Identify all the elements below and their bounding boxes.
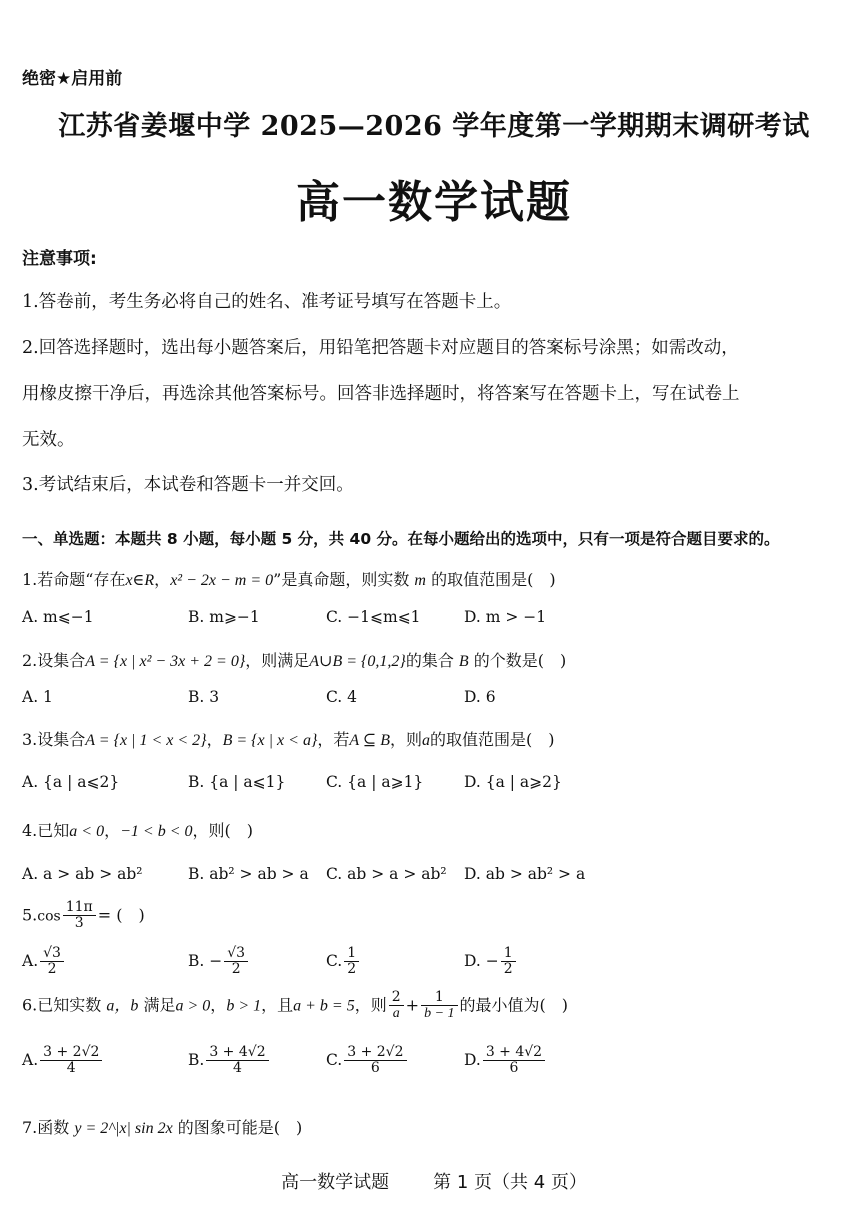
q6-option-c: C. $\frac{3 + 2√2}{6}$: [326, 1045, 409, 1077]
q5-option-d: D. − $\frac{1}{2}$: [464, 946, 518, 978]
q1-option-d: D. m > −1: [464, 608, 547, 626]
q4-option-d: D. ab > ab² > a: [464, 865, 586, 883]
q5-option-c: C. $\frac{1}{2}$: [326, 946, 361, 978]
q6-option-d: D. $\frac{3 + 4√2}{6}$: [464, 1045, 547, 1077]
q2-option-c: C. 4: [326, 688, 358, 706]
q2-option-d: D. 6: [464, 688, 496, 706]
q3-option-c: C. {a | a⩾1}: [326, 773, 424, 791]
exam-title: 江苏省姜堰中学 2025—2026 学年度第一学期期末调研考试: [58, 111, 810, 142]
q3-option-b: B. {a | a⩽1}: [188, 773, 286, 791]
note-2-line-1: 2.回答选择题时，选出每小题答案后，用铅笔把答题卡对应题目的答案标号涂黑；如需改动，: [22, 338, 739, 358]
confidential-label: 绝密★启用前: [22, 69, 123, 89]
q2-option-a: A. 1: [22, 688, 53, 706]
q2-option-b: B. 3: [188, 688, 220, 706]
q4-option-c: C. ab > a > ab²: [326, 865, 447, 883]
exam-subtitle: 高一数学试题: [296, 177, 572, 228]
note-2-line-2: 用橡皮擦干净后，再选涂其他答案标号。回答非选择题时，将答案写在答题卡上，写在试卷上: [22, 384, 740, 404]
question-6: 6.已知实数 a，b 满足a > 0，b > 1，且a + b = 5，则 $\frac{2}{a}$ + $\frac{1}{b - 1}$ 的最小值为( ): [22, 989, 569, 1022]
page-footer: [0, 1168, 868, 1194]
q3-option-a: A. {a | a⩽2}: [22, 773, 120, 791]
q5-option-b: B. − $\frac{√3}{2}$: [188, 946, 250, 978]
question-1: 1.若命题“存在x∈R，x² − 2x − m = 0”是真命题，则实数 m 的取值范围是( ): [22, 570, 556, 589]
q1-option-c: C. −1⩽m⩽1: [326, 608, 421, 626]
q4-option-a: A. a > ab > ab²: [22, 865, 143, 883]
footer-page-number: 第 1 页（共 4 页）: [433, 1172, 587, 1193]
notes-heading: 注意事项:: [22, 249, 97, 269]
q3-option-d: D. {a | a⩾2}: [464, 773, 562, 791]
question-5: 5.cos $\frac{11\pi}{3}$ = ( ): [22, 899, 145, 932]
footer-exam-name: 高一数学试题: [281, 1172, 390, 1193]
q5-option-a: A. $\frac{√3}{2}$: [22, 946, 66, 978]
note-2-line-3: 无效。: [22, 430, 75, 450]
note-1: 1.答卷前，考生务必将自己的姓名、准考证号填写在答题卡上。: [22, 292, 512, 312]
note-3: 3.考试结束后，本试卷和答题卡一并交回。: [22, 475, 354, 495]
q6-option-b: B. $\frac{3 + 4√2}{4}$: [188, 1045, 271, 1077]
question-4: 4.已知a < 0，−1 < b < 0，则( ): [22, 821, 253, 840]
q1-option-b: B. m⩾−1: [188, 608, 260, 626]
question-7: 7.函数 y = 2^|x| sin 2x 的图象可能是( ): [22, 1118, 303, 1137]
q1-option-a: A. m⩽−1: [22, 608, 94, 626]
question-2: 2.设集合A = {x | x² − 3x + 2 = 0}，则满足A∪B = {0,1,2}的集合 B 的个数是( ): [22, 651, 567, 670]
section-heading: 一、单选题：本题共 8 小题，每小题 5 分，共 40 分。在每小题给出的选项中，只有一项是符合题目要求的。: [22, 530, 780, 548]
q6-option-a: A. $\frac{3 + 2√2}{4}$: [22, 1045, 104, 1077]
q4-option-b: B. ab² > ab > a: [188, 865, 309, 883]
question-3: 3.设集合A = {x | 1 < x < 2}，B = {x | x < a}，若A ⊆ B，则a的取值范围是( ): [22, 730, 555, 749]
